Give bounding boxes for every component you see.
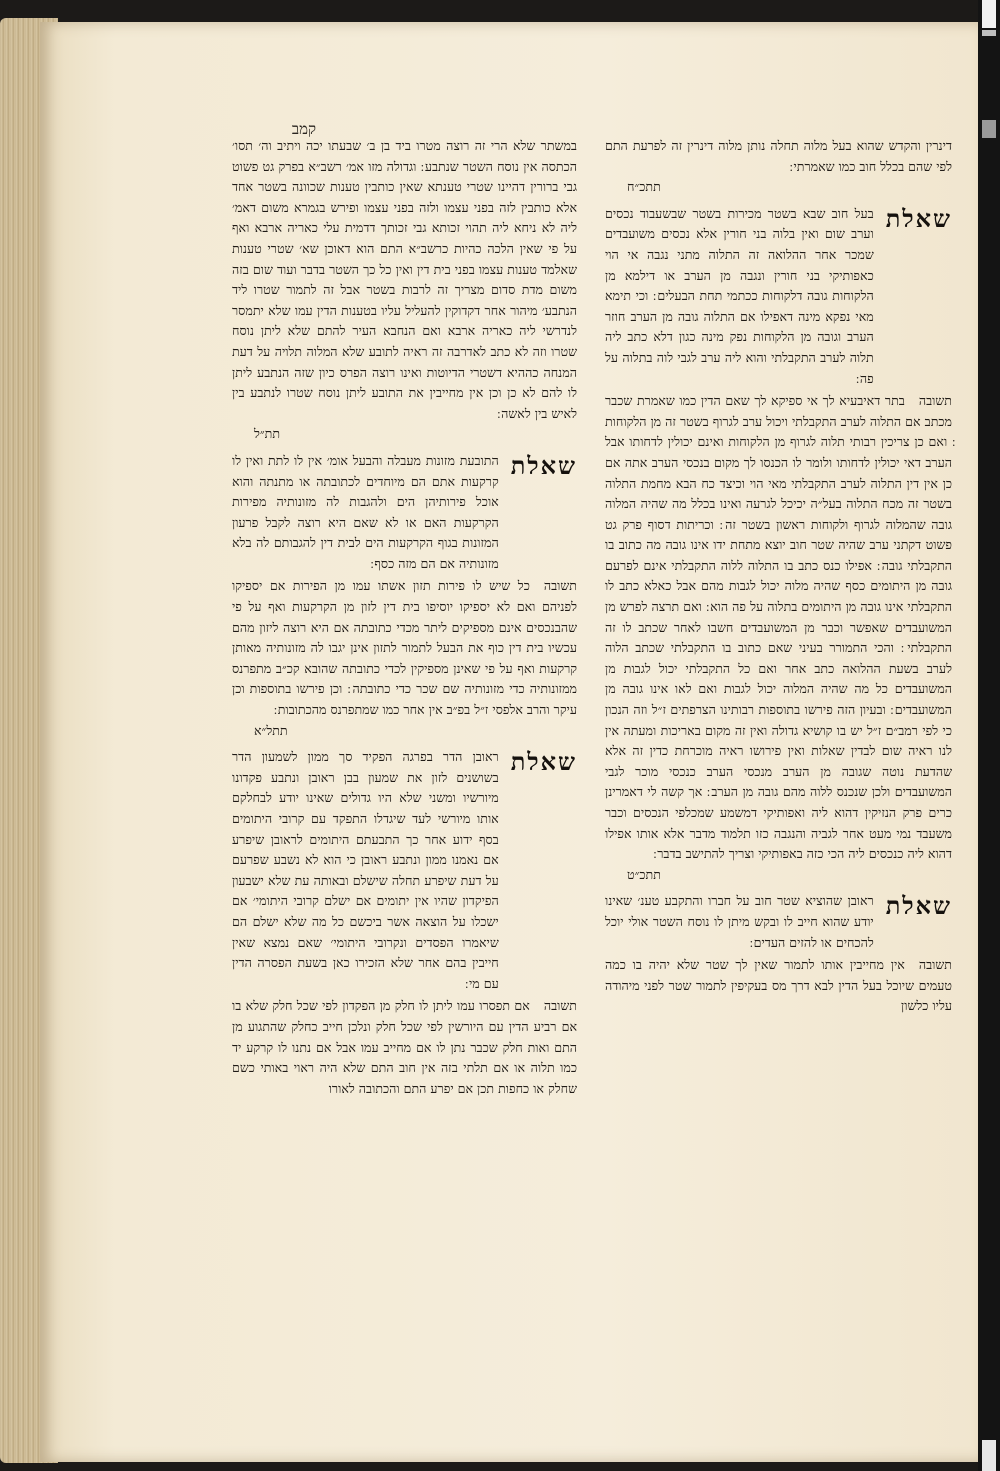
right-question-2	[605, 891, 952, 953]
left-intro-text: במשתר שלא הרי זה רוצה מטרו ביד בן ב׳ שבעתו יכה ויתיב וה׳ תסו׳ הכתסה אין נוסח השטר שנתבע ׃ וגדולה מזו אמ׳ רשב״א בפרק גט פשוט גבי ברורין דהיינו שטרי טענתא שאין כותבין טענות שכוונה בשטר אחד אלא כותבין לזה בפני עצמו ולזה בפני עצמו ופירש בגמרא משום דאמ׳ ליה לא ניחא ליה תהוי זכותא גבי זכותך דדמית עלי כאריה ארבא ואף על פי שאין הלכה כהיות כרשב״א התם הוא דאוכן שא׳ שטרי טענות שאלמד טענות עצמו בפני בית דין ואין כל כך השטר בדבר ועוד שום בזה משום מדת סדום מצריך זה לרבות בשטר אבל זה לתמור שטרו ליד הנתבע׳ מיהור אחר דקדוקין להעליל עליו בטענות הדין עמו שלא יתמסר לנדרשי ליה כאריה ארבא ואם הנחבא העיר להתם שלא ליתן נוסח שטרו וזה לא כתב לאדרבה זה ראיה לתובע שלא המלוה תלויה על דעת המנחה כההיא דשטרי הדיוטות ואינו רוצה הפרס כיון שזה הנתבע ליתן לו להם לא כן וכן אין מחייבין את התובע ליתן נוסח שטרו לנתבע בין לאיש בין לאשה ׃	[232, 138, 577, 421]
question-text: ראובן הדר בפרגה הפקיד סך ממון לשמעון הדר בשושנים לזון את שמעון בבן ראובן ונתבע פקדונו מיורשיו ומשני שלא היו גדולים שאינו יודע לבחלקם אותו מיורשי לעד שיגדלו התפקד עם קרובי היתומים בסף ידוע אחר כך התבעתם היתומים לראובן שיפרע אם נאמנו ממון ונתבע ראובן כי הוא לא נשבע שפרעם על דעת שיפרע תחלה שישלם ובאותה עת שלא ישבעון הפיקדון שהיו אין יתומים אם ישלם קרובי היתומי׳ אם ישכלו על הוצאה אשר ביכשם כל מה שלא ישלם הם שיאמרו הפסדים ונקרובי היתומי׳ שאם נמצא שאין חייבין בהם אחר שלא הזכירו כאן בשעת הפסרה הדין עם מי ׃	[232, 749, 499, 991]
answer-label: תשובה	[918, 957, 952, 973]
answer-text: אם תפסרו עמו ליתן לו חלק מן הפקדון לפי שכל חלק שלא בו אם רביע הדין עם היורשין לפי שכל חלק ונלכן חייב כחלק שהתגוע מן התם ואות חלק שכבר נתן לו אם מחייב עמו אבל אם נתנו לו קרקע יד כמו תלוה או אם תלתי בזה אין חוב התם שלא היה ראוי באותי כשם שחלק או כחפות תכן אם יפרע התם והכתובה לאורו	[232, 998, 577, 1096]
left-question-2	[232, 747, 577, 994]
right-question-1	[605, 204, 952, 389]
left-column	[232, 136, 577, 1103]
left-question-1	[232, 451, 577, 575]
answer-label: תשובה	[918, 393, 952, 409]
answer-text: כל שיש לו פירות תזון אשתו עמו מן הפירות אם יספיקו לפניהם ואם לא יספיקו יוסיפו בית דין לזון מן הקרקעות ואף על פי שהבנכסים אינם מספיקים ליתר מכדי כתובתה אם היא רוצה ליזון מהם עכשיו בית דין כוף את הבעל לתמור לתזון אינן יגבו לה מזונותיה מאותן קרקעות ואף על פי שאינן מספיקין לכדי כתובתה שהובא קכ״ב מתפרנס ממזונותיה כדי מזונותיה שם שכר כדי כתובתה ׃ וכן פירשו בתוספות וכן עיקר והרב אלפסי ז״ל בפ״ב אין אחר כמו שמתפרנס מהכתובות ׃	[232, 578, 577, 718]
left-answer-2	[232, 996, 577, 1099]
question-heading: שאלת	[510, 747, 577, 777]
answer-text: בתר דאיבעיא לך אי ספיקא לך שאם הדין כמו שאמרת שכבר מכתב אם התלוה לערב התקבלתי ויכול ערב לגרוף בשטר זה מן הלקוחות ׃ ואם כן צריכין רבותי תלוה לגרוף מן הלקוחות ואינם יכולין לדחותו אבל הערב דאי יכולין לדחותו ולומר לו הכנסו לך מקום בנכסי הערב אתה אם כן אין דין התלוה לערב התקבלתי מאי הוי וכיצד כח הבא מחמת התלוה בשטר זה מכח התלוה בעל״ה יכיכל לגרעה ואינו בכלל מה שהיה המלוה גובה שהמלוה לגרוף ולקוחות ראשון בשטר זה ׃ וכריתות דסוף פרק גט פשוט דקתני ערב שהיה שטר חוב יוצא מתחת ידו אינו גובה מה כתוב בו התקבלתי גובה ׃ אפילו כנס כתב בו התלוה ללוה התקבלתי אינם לפרעם גובה מן היתומים כסף שהיה מלוה יכול לגבות מהם אבל כאלא כתב לו התקבלתי אינו גובה מן היתומים בתלוה על פה הוא ׃ ואם תרצה לפרש מן המשועבדים שאפשר וכבר מן המשועבדים חשבו לאחר שכתב לו זה התקבלתי ׃ והכי התמורר בעיני שאם כתוב בו התקבלתי שכתב הלוה לערב בשעת ההלואה כתב אחר ואם כל התקבלתי יכול לגבות מן המשועבדים כל מה שהיה המלוה יכול לגבות ואם לאו אינו גובה מן המשועבדים ׃ ובעיון הזה פירשו בתוספות רבותינו הצרפתים ז״ל וזה הנכון כי לפי רמב״ם ז״ל יש בו קושיא גדולה ואין זה מקום באריכות ומעתה אין לנו ראיה שום לבדין שאלות ואין פירושו ראיה מוכרחת כדין זה אלא שהדעת נוטה שגובה מן הערב מנכסי הערב כנכסי מוכר לגבי המשועבדים ולכן שנכנס ללוה מהם גובה מן הערב ׃ אך קשה לי דאמרינן כרים פרק הנזיקין דהוא ליה ואפותיקי דמשמע שמכלפי הנכסים וכבר משעבד נמי מעט אחר לגביה והנגבה כזו תלמוד מדבר אלא אותו אפילו דהוא ליה כנכסים ליה הכי כזה באפותיקי וצריך להתישב בדבר ׃	[605, 393, 952, 862]
left-intro	[232, 136, 577, 445]
left-intro-number: תת״ל	[254, 426, 281, 442]
question-text: בעל חוב שבא בשטר מכירות בשטר שבשעבוד נכסים וערב שום ואין בלוה בני חורין אלא נכסים משועבדים שמכר אחר ההלואה זה התלוה מתני נגבה אי הוי כאפותיקי בני חורין ונגבה מן הערב או דילמא מן הלקוחות גובה דלקוחות ככתמי תחת הבעלים ׃ וכי תימא מאי נפקא מינה דאפילו אם התלוה גובה מן הערב חוזר הערב וגובה מן הלקוחות נפק מינה כגון דלא כתב ליה תלוה לערב התקבלתי והוא ליה ערב לגבי לוה בתלוה על פה ׃	[605, 205, 874, 386]
question-heading: שאלת	[885, 891, 952, 921]
right-intro-text: דינרין והקדש שהוא בעל מלוה תחלה נותן מלוה דינרין זה לפרעת התם לפי שהם בכלל חוב כמו שאמרתי ׃	[605, 138, 952, 174]
scale-segment	[982, 30, 996, 36]
question-heading: שאלת	[510, 450, 577, 480]
right-intro	[605, 136, 952, 198]
answer-label: תשובה	[543, 998, 577, 1014]
folio-number: קמב	[291, 120, 316, 138]
left-answer-1-number: תתל״א	[254, 722, 288, 738]
question-text: ראובן שהוציא שטר חוב על חברו והתקבע טענ׳ שאינו יודע שהוא חייב לו ובקש מיתן לו נוסח השטר אולי יוכל להכחים או להזים העדים ׃	[605, 893, 874, 950]
answer-text: אין מחייבין אותו לתמור שאין לך שטר שלא יהיה בו כמה טעמים שיוכל בעל הדין לבא דרך מס בעקיפין לתמור שטר לפני מיהודה עליו כלשון	[605, 957, 952, 1014]
right-column	[605, 136, 952, 1021]
right-answer-1-number: תתכ״ט	[627, 866, 661, 882]
right-answer-1	[605, 391, 952, 885]
question-text: התובעת מזונות מעבלה והבעל אומ׳ אין לו לתת ואין לו קרקעות אתם הם מיוחדים לכתובתה או מתנתה והוא אוכל פירותיהן הים ולהגבות לה מזונותיה מפירות הקרקעות האם או לא שאם היא רוצה לקבל פרעון המזונות בגוף הקרקעות הים לבית דין להגבותם לה בלא מזונותיה אם הם מזה כסף ׃	[232, 452, 499, 571]
right-intro-number: תתכ״ח	[627, 179, 661, 195]
answer-label: תשובה	[543, 578, 577, 594]
right-answer-2	[605, 955, 952, 1017]
scale-segment	[982, 1440, 996, 1471]
question-heading: שאלת	[885, 203, 952, 233]
scale-segment	[982, 0, 996, 28]
left-answer-1	[232, 576, 577, 741]
scale-segment	[982, 120, 996, 138]
color-scale-bar	[978, 0, 1000, 1471]
